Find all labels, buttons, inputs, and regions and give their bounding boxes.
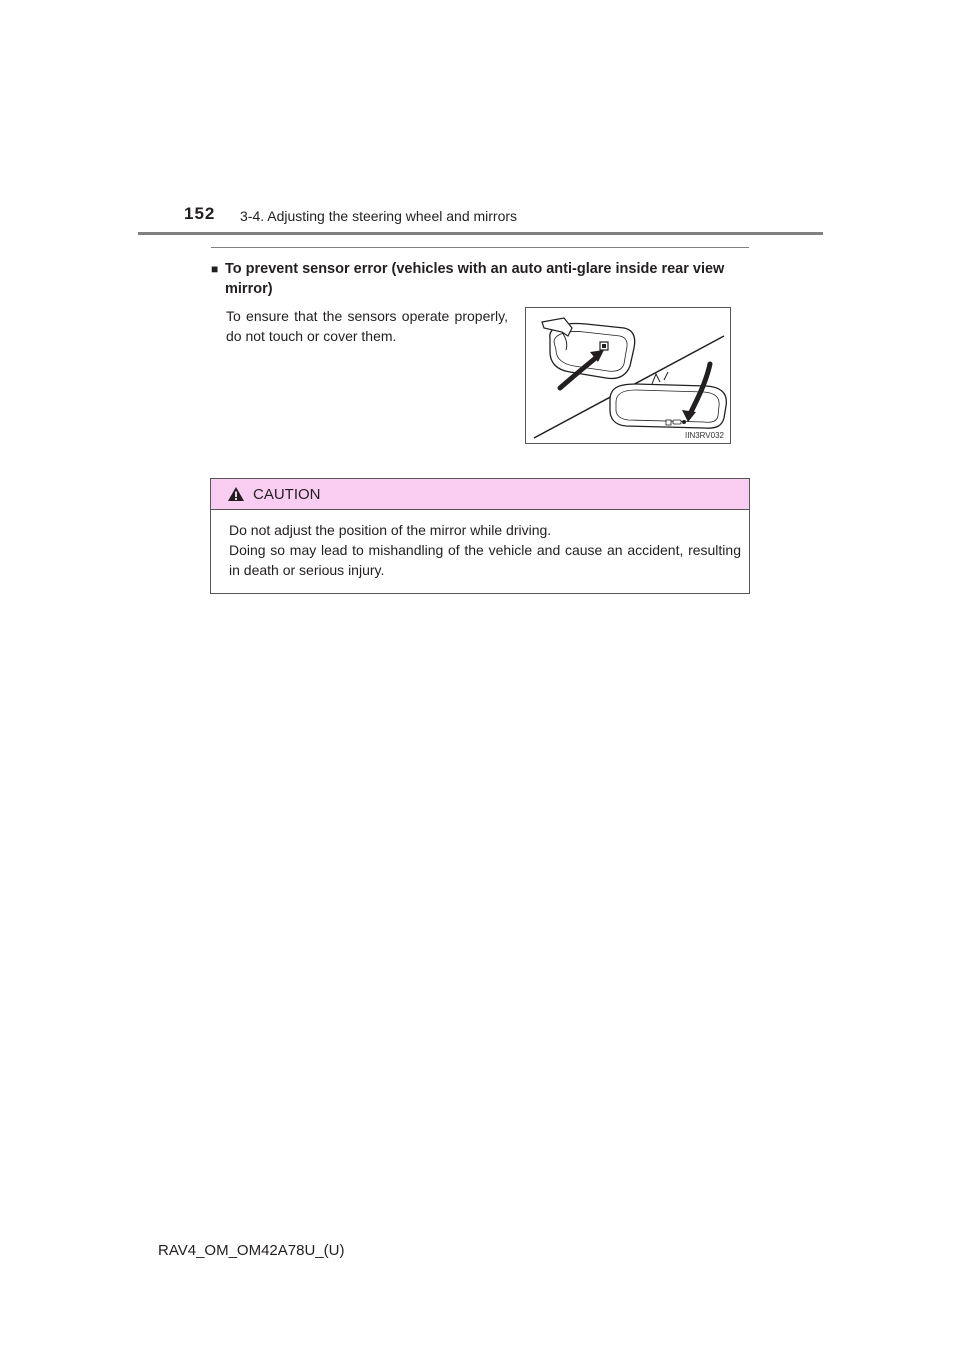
header-section-title: 3-4. Adjusting the steering wheel and mirrors — [240, 208, 518, 224]
caution-body — [211, 510, 749, 580]
page-number: 152 — [184, 204, 216, 223]
section-body-text: To ensure that the sensors operate properly, do not touch or cover them. — [226, 308, 508, 344]
caution-line2: Doing so may lead to mishandling of the vehicle and cause an accident, resulting in death or serious injury. — [229, 542, 741, 578]
section-heading-line1: To prevent sensor error (vehicles with an auto anti-glare inside rear view — [225, 261, 725, 277]
warning-triangle-icon — [227, 486, 245, 502]
footer-manual-code: RAV4_OM_OM42A78U_(U) — [158, 1242, 345, 1259]
figure-code: IIN3RV032 — [685, 431, 724, 440]
caution-title: CAUTION — [253, 485, 321, 503]
section-heading — [211, 259, 751, 299]
square-bullet-icon: ■ — [211, 262, 219, 276]
caution-line1: Do not adjust the position of the mirror while driving. — [229, 522, 552, 538]
mirror-illustration — [526, 308, 730, 443]
caution-header — [211, 479, 749, 510]
section-heading-line2: mirror) — [225, 281, 273, 297]
mirror-sensor-figure — [525, 307, 731, 444]
section-rule — [211, 247, 749, 248]
header-rule — [138, 232, 823, 235]
caution-box — [210, 478, 750, 594]
